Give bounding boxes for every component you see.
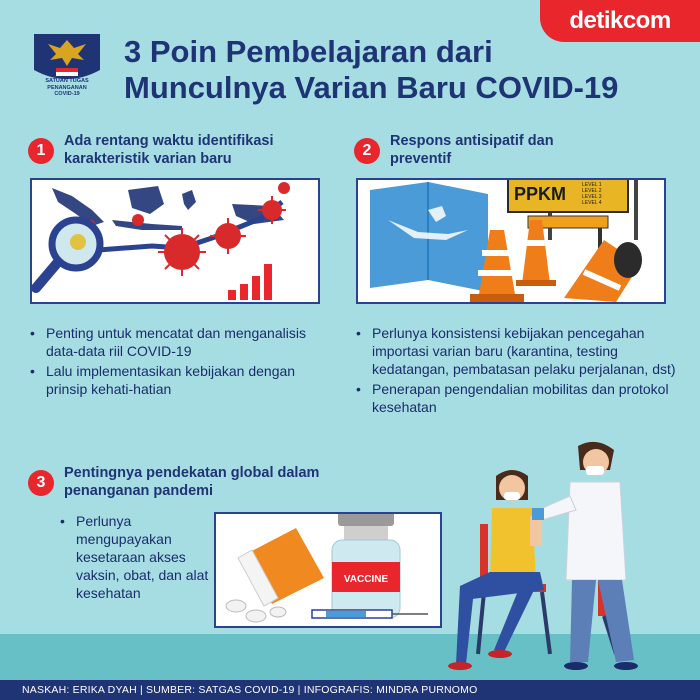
section-2-heading-line-2: preventif	[390, 151, 452, 167]
section-1-heading-line-2: karakteristik varian baru	[64, 151, 232, 167]
pills-icon	[226, 600, 286, 622]
map-icon	[370, 182, 488, 292]
section-3-bullets	[60, 512, 210, 602]
section-3-bullet: • Perlunya mengupayakan kesetaraan akses vaksin, obat, dan alat kesehatan	[60, 512, 210, 602]
logo-line-3: COVID-19	[54, 91, 80, 97]
satgas-logo	[30, 30, 104, 100]
section-2-bullet: • Penerapan pengendalian mobilitas dan protokol kesehatan	[356, 380, 676, 416]
mini-bar-chart	[228, 264, 272, 300]
section-1-bullets	[30, 324, 320, 398]
sign-level-1: LEVEL 1	[582, 182, 602, 188]
ppkm-label: PPKM	[514, 184, 567, 204]
section-3-illustration	[214, 512, 442, 628]
logo-line-2: PENANGANAN	[47, 84, 87, 91]
vaccine-vial-icon	[332, 514, 400, 618]
section-2-illustration	[356, 178, 666, 304]
section-1-number: 1	[28, 138, 54, 164]
title-line-1: 3 Poin Pembelajaran dari	[124, 34, 493, 69]
sign-level-3: LEVEL 3	[582, 194, 602, 200]
section-3-heading-line-1: Pentingnya pendekatan global dalam	[64, 465, 320, 481]
section-2-heading	[390, 132, 610, 168]
page-title	[124, 34, 664, 106]
ppkm-sign	[508, 180, 638, 240]
section-3-heading	[64, 464, 384, 500]
section-1-illustration	[30, 178, 320, 304]
vaccine-label: VACCINE	[343, 574, 389, 585]
section-1-heading	[64, 132, 344, 168]
syringe-icon	[312, 610, 428, 618]
brand-logo: detikcom	[540, 0, 700, 42]
section-1-bullet: • Lalu implementasikan kebijakan dengan prinsip kehati-hatian	[30, 362, 320, 398]
section-3-number: 3	[28, 470, 54, 496]
title-line-2: Munculnya Varian Baru COVID-19	[124, 70, 619, 105]
section-2-heading-line-1: Respons antisipatif dan	[390, 133, 554, 149]
section-1-heading-line-1: Ada rentang waktu identifikasi	[64, 133, 274, 149]
section-2-number: 2	[354, 138, 380, 164]
sign-level-2: LEVEL 2	[582, 188, 602, 194]
credits-footer: NASKAH: ERIKA DYAH | SUMBER: SATGAS COVID-19 | INFOGRAFIS: MINDRA PURNOMO	[0, 680, 700, 700]
section-1-bullet: • Penting untuk mencatat dan menganalisis data-data riil COVID-19	[30, 324, 320, 360]
section-3-heading-line-2: penanganan pandemi	[64, 483, 214, 499]
vaccination-scene	[420, 440, 690, 680]
magnifier-icon	[36, 220, 100, 288]
patient-figure	[448, 470, 544, 670]
section-2-bullet: • Perlunya konsistensi kebijakan pencegahan importasi varian baru (karantina, testing kedatangan, pembatasan pelaku perjalanan, dst)	[356, 324, 676, 378]
pill-bottle-icon	[238, 528, 324, 606]
sign-level-4: LEVEL 4	[582, 200, 602, 206]
traffic-cone-icon	[470, 220, 642, 302]
section-2-bullets	[356, 324, 676, 416]
logo-line-1: SATUAN TUGAS	[45, 78, 89, 84]
